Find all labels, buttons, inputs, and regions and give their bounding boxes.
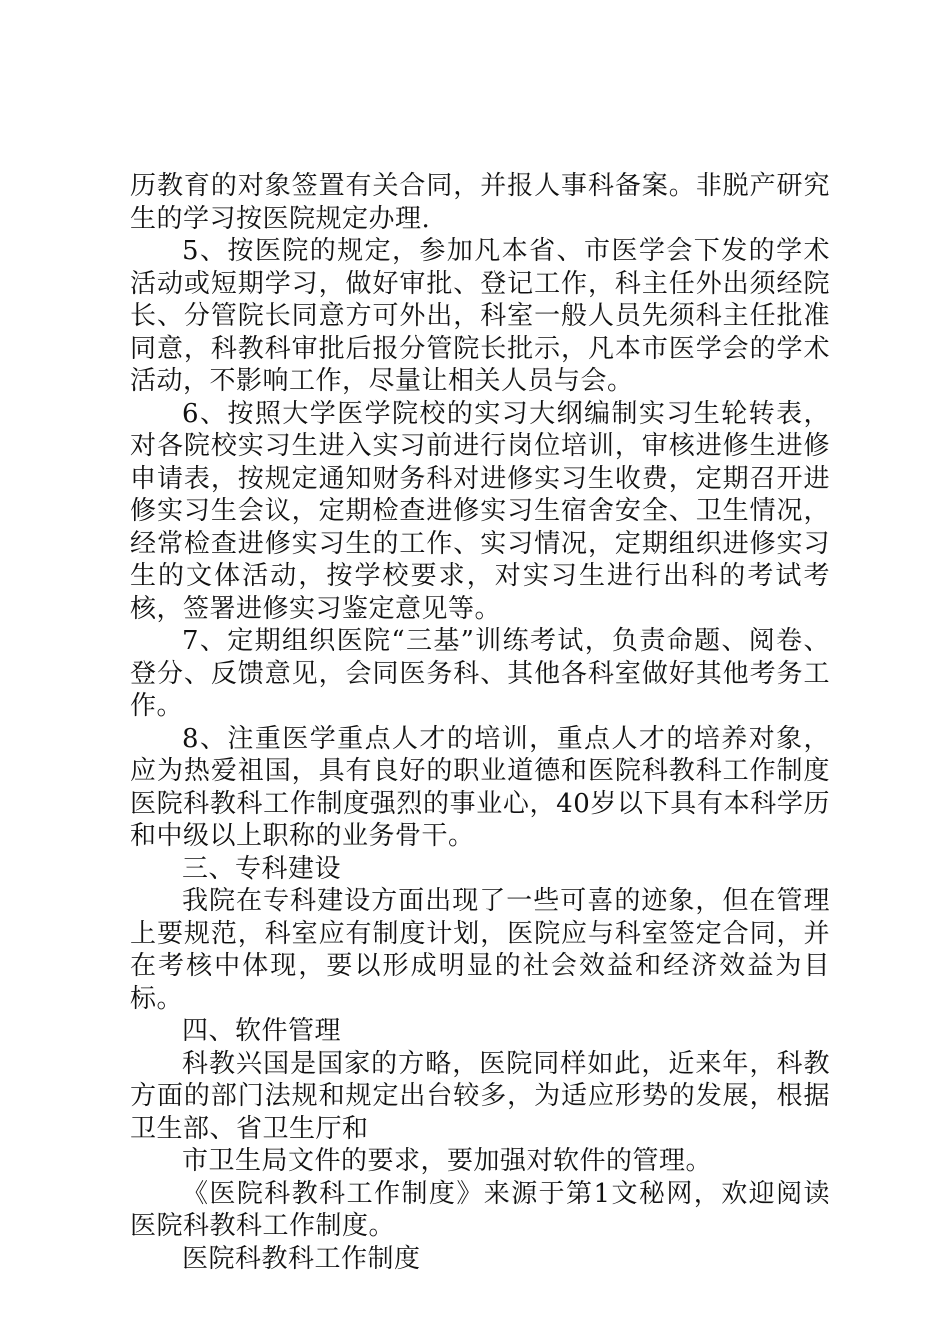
paragraph-software-continued: 市卫生局文件的要求，要加强对软件的管理。 xyxy=(182,1146,713,1176)
document-page xyxy=(130,170,830,1275)
section-heading-specialty: 三、专科建设 xyxy=(182,853,342,884)
paragraph-item-8: 8、注重医学重点人才的培训，重点人才的培养对象，应为热爱祖国，具有良好的职业道德和医院科教科工作制度医院科教科工作制度强烈的事业心，40岁以下具有本科学历和中级以上职称的业务骨干。 xyxy=(130,723,830,851)
document-title-line: 医院科教科工作制度 xyxy=(182,1243,421,1274)
section-heading-software: 四、软件管理 xyxy=(182,1016,342,1046)
paragraph-software: 科教兴国是国家的方略，医院同样如此，近来年，科教方面的部门法规和规定出台较多，为适应形势的发展，根据卫生部、省卫生厅和 xyxy=(130,1048,830,1144)
paragraph-item-6: 6、按照大学医学院校的实习大纲编制实习生轮转表，对各院校实习生进入实习前进行岗位培训，审核进修生进修申请表，按规定通知财务科对进修实习生收费，定期召开进修实习生会议，定期检查进修实习生宿舍安全、卫生情况，经常检查进修实习生的工作、实习情况，定期组织进修实习生的文体活动，按学校要求，对实习生进行出科的考试考核，签署进修实习鉴定意见等。 xyxy=(130,398,830,624)
paragraph-source-note: 《医院科教科工作制度》来源于第1文秘网，欢迎阅读医院科教科工作制度。 xyxy=(130,1178,830,1241)
paragraph-continuation: 历教育的对象签置有关合同，并报人事科备案。非脱产研究生的学习按医院规定办理. xyxy=(130,171,830,234)
paragraph-item-7: 7、定期组织医院“三基”训练考试，负责命题、阅卷、登分、反馈意见，会同医务科、其他各科室做好其他考务工作。 xyxy=(130,626,830,721)
paragraph-specialty: 我院在专科建设方面出现了一些可喜的迹象，但在管理上要规范，科室应有制度计划，医院应与科室签定合同，并在考核中体现，要以形成明显的社会效益和经济效益为目标。 xyxy=(130,886,830,1014)
paragraph-item-5: 5、按医院的规定，参加凡本省、市医学会下发的学术活动或短期学习，做好审批、登记工作，科主任外出须经院长、分管院长同意方可外出，科室一般人员先须科主任批准同意，科教科审批后报分管院长批示，凡本市医学会的学术活动，不影响工作，尽量让相关人员与会。 xyxy=(130,236,830,396)
